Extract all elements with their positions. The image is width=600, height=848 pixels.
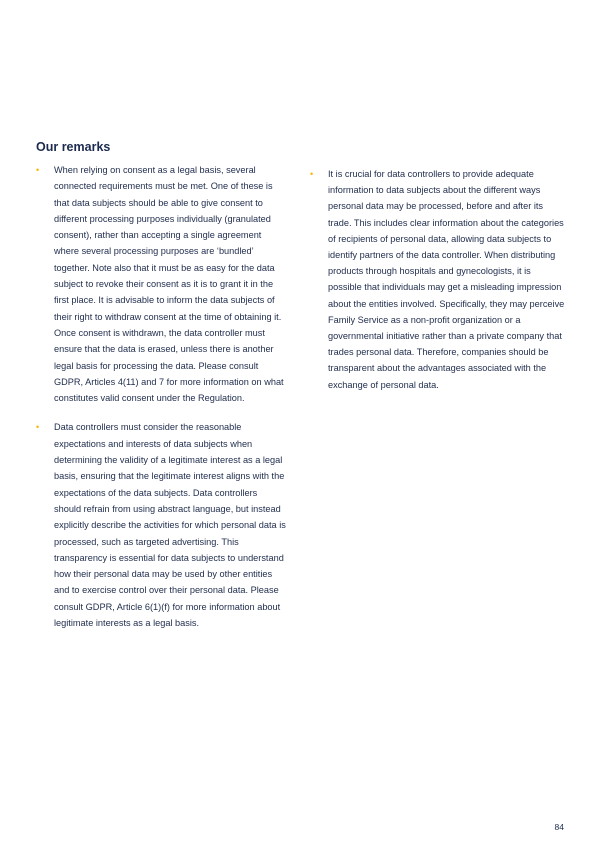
list-item-text: When relying on consent as a legal basis, several connected requirements must be met. One of these is that data subjects should be able to give consent to different processing purposes individually (granulated consent), rather than accepting a single agreement where several processing purposes are ‘bundled’ together. Note also that it must be as easy for the data subject to revoke their consent as it is to grant it in the first place. It is advisable to inform the data subjects of their right to withdraw consent at the time of obtaining it. Once consent is withdrawn, the data controller must ensure that the data is erased, unless there is another legal basis for processing the data. Please consult GDPR, Articles 4(11) and 7 for more information on what constitutes valid consent under the Regulation.: [54, 165, 284, 404]
page-number: 84: [554, 822, 564, 832]
section-heading: Our remarks: [36, 140, 111, 154]
list-item: [310, 166, 566, 393]
list-item: [36, 419, 286, 631]
bullet-icon: •: [36, 422, 40, 433]
right-column-list: [310, 166, 566, 393]
list-item-text: Data controllers must consider the reasonable expectations and interests of data subjects when determining the validity of a legitimate interest as a legal basis, ensuring that the legitimate interest aligns with the expectations of the data subjects. Data controllers should refrain from using abstract language, but instead explicitly describe the activities for which personal data is processed, such as targeted advertising. This transparency is essential for data subjects to understand how their personal data may be used by other entities and to exercise control over their personal data. Please consult GDPR, Article 6(1)(f) for more information about legitimate interests as a legal basis.: [54, 422, 286, 629]
bullet-icon: •: [310, 169, 314, 179]
list-item: [36, 162, 286, 406]
list-item-text: It is crucial for data controllers to provide adequate information to data subjects about the different ways personal data may be processed, before and after its trade. This includes clear information about the categories of recipients of personal data, allowing data subjects to identify partners of the data controller. When distributing products through hospitals and gynecologists, it is possible that individuals may get a misleading impression about the entities involved. Specifically, they may perceive Family Service as a non-profit organization or a governmental initiative rather than a private company that trades personal data. Therefore, companies should be transparent about the advantages associated with the exchange of personal data.: [328, 169, 565, 390]
left-column-list: [36, 162, 286, 631]
bullet-icon: •: [36, 165, 40, 175]
